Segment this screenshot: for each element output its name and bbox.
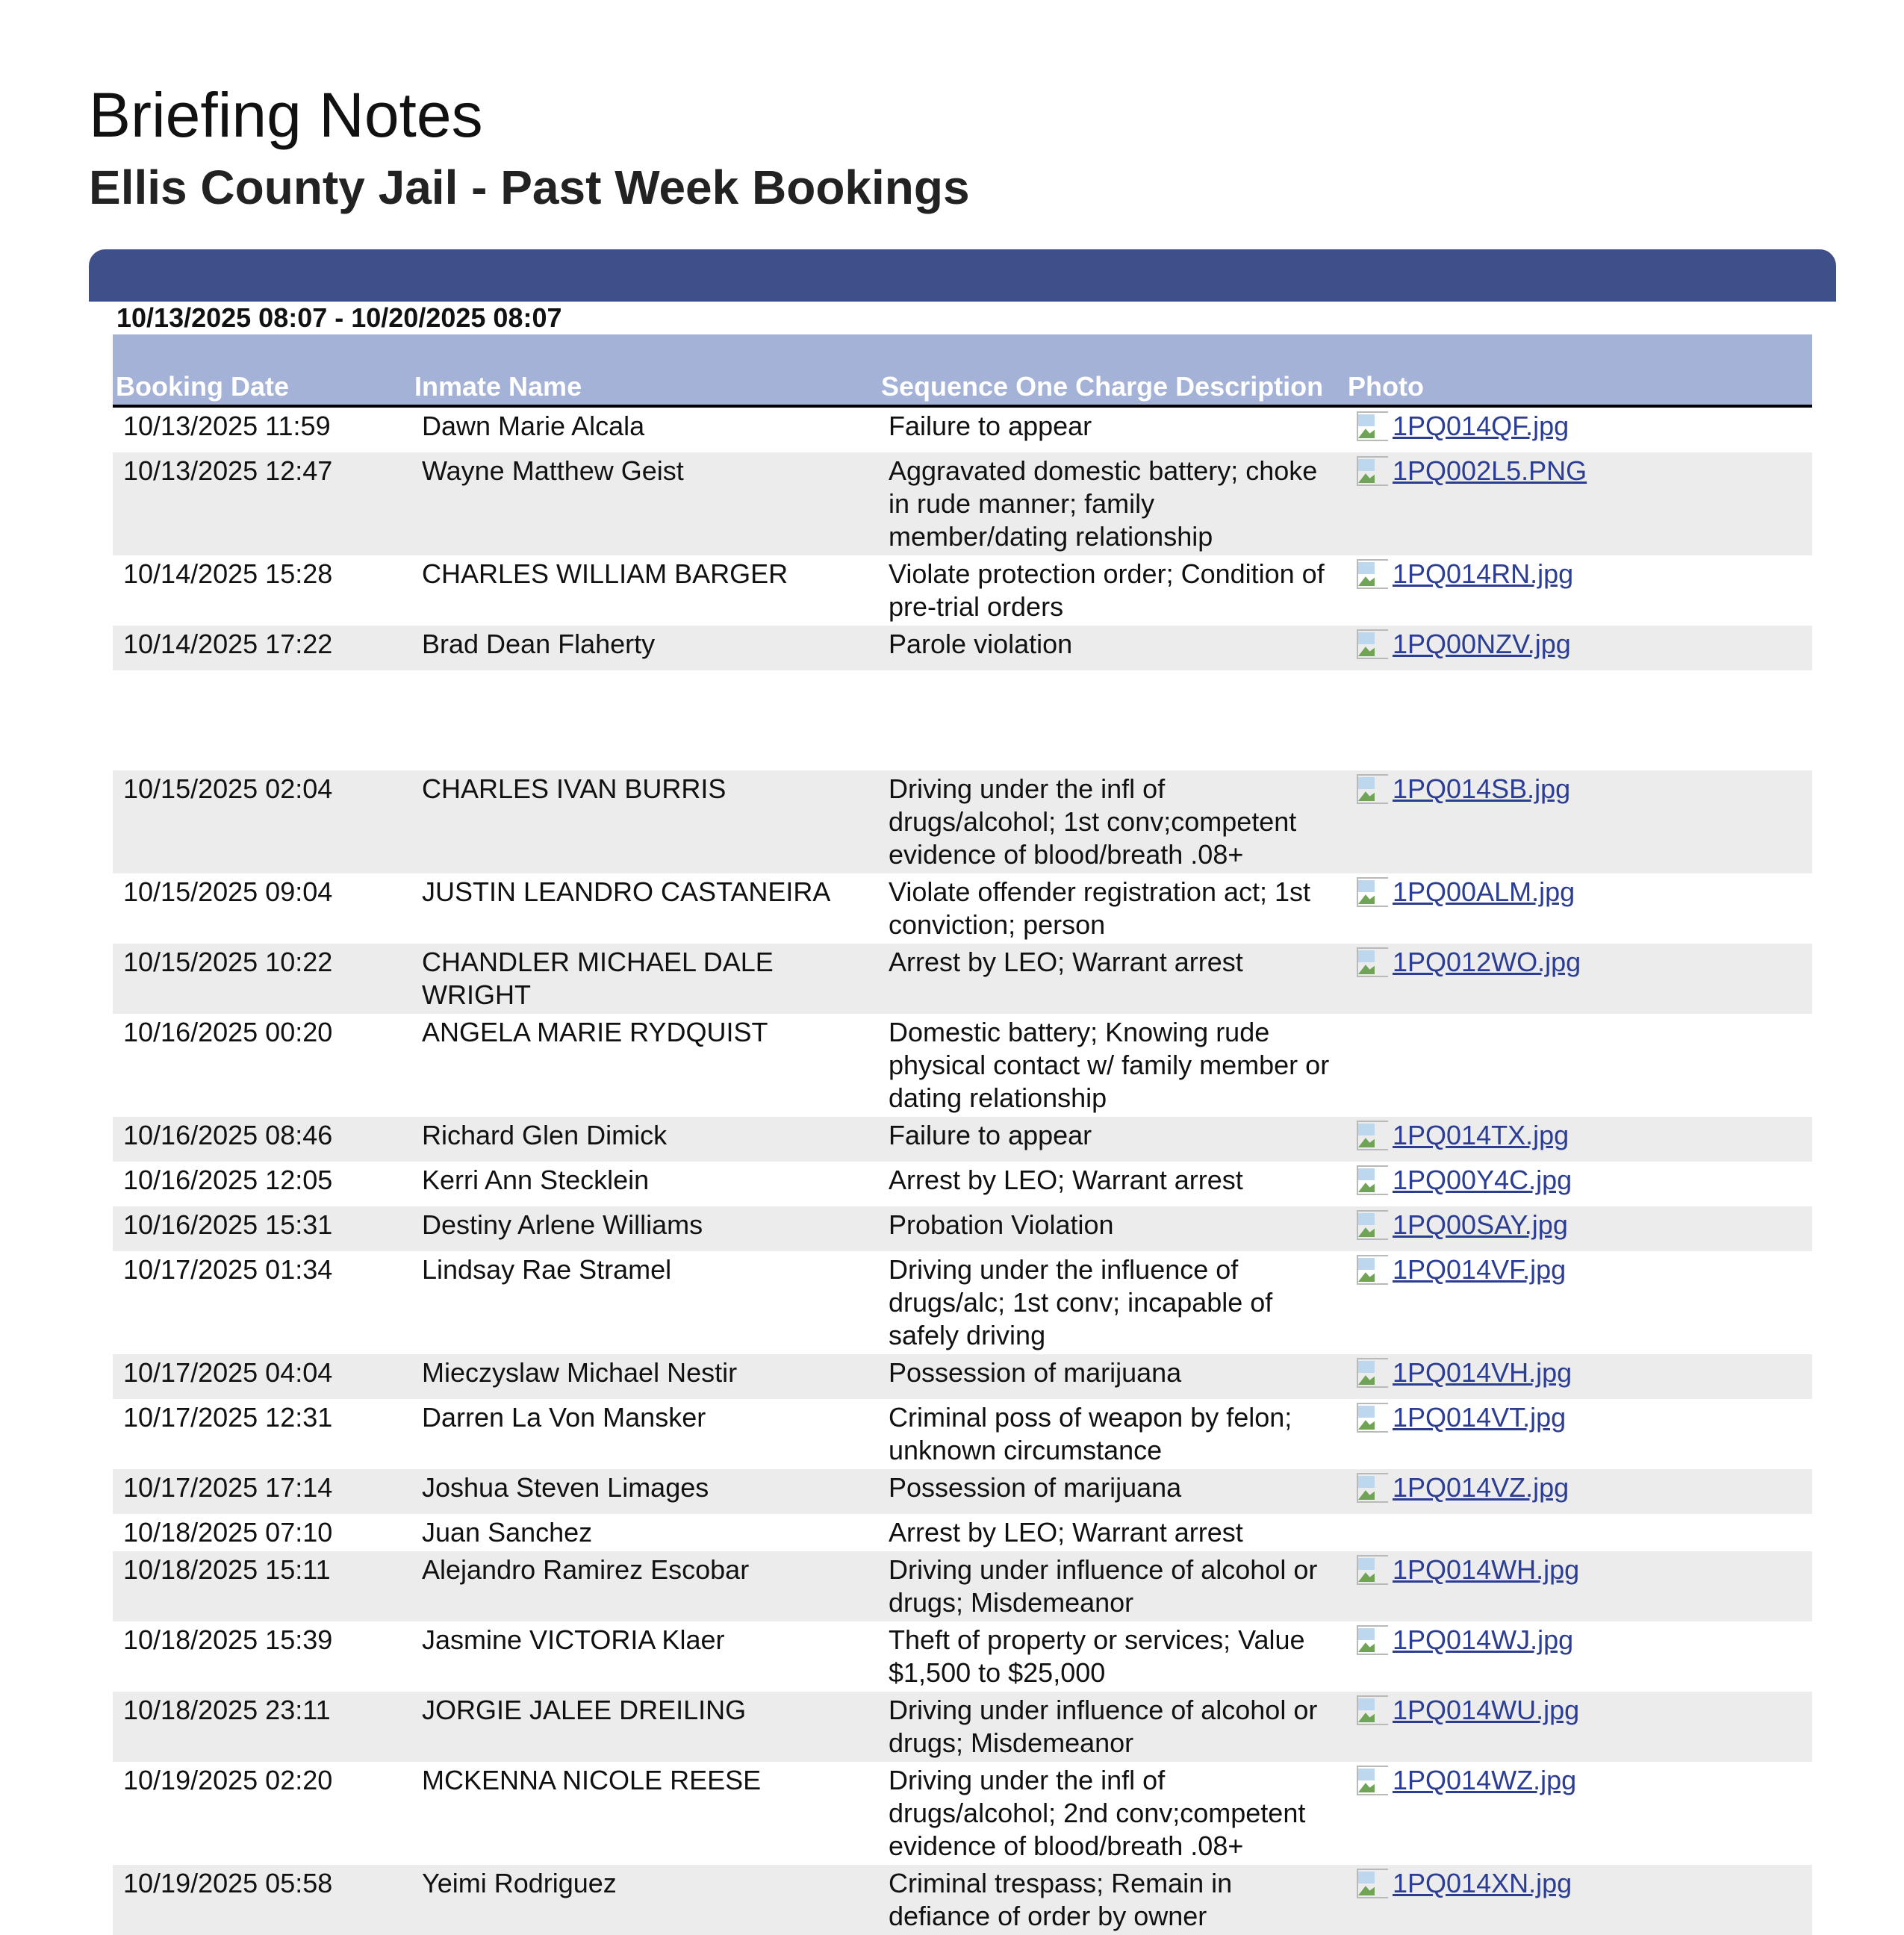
charge-description-cell: Arrest by LEO; Warrant arrest [878,944,1345,1014]
photo-link[interactable] [1355,1253,1566,1286]
table-row [113,1514,1812,1551]
booking-date-cell: 10/17/2025 17:14 [113,1469,411,1514]
booking-date-cell: 10/17/2025 01:34 [113,1251,411,1354]
table-row [113,1162,1812,1206]
charge-description-cell: Possession of marijuana [878,1354,1345,1399]
photo-cell [1345,1551,1812,1621]
booking-date-cell: 10/16/2025 08:46 [113,1117,411,1162]
booking-date-cell: 10/14/2025 17:22 [113,626,411,670]
booking-date-cell: 10/16/2025 00:20 [113,1014,411,1117]
inmate-name-cell: CHARLES WILLIAM BARGER [411,555,878,626]
charge-description-cell: Driving under the infl of drugs/alcohol; 2nd conv;competent evidence of blood/breath .08+ [878,1762,1345,1865]
inmate-name-cell: Jasmine VICTORIA Klaer [411,1621,878,1692]
photo-link[interactable] [1355,946,1581,979]
photo-cell [1345,1014,1812,1117]
table-row [113,1865,1812,1935]
inmate-name-cell: Wayne Matthew Geist [411,452,878,555]
charge-description-cell: Aggravated domestic battery; choke in rude manner; family member/dating relationship [878,452,1345,555]
photo-filename: 1PQ014XN.jpg [1393,1868,1572,1898]
photo-link[interactable] [1355,1401,1566,1434]
photo-cell [1345,406,1812,452]
booking-date-cell: 10/14/2025 15:28 [113,555,411,626]
table-row [113,1206,1812,1251]
charge-description-cell: Failure to appear [878,1117,1345,1162]
inmate-name-cell: Brad Dean Flaherty [411,626,878,670]
photo-cell [1345,873,1812,944]
booking-date-cell: 10/19/2025 02:20 [113,1762,411,1865]
photo-link[interactable] [1355,1554,1579,1586]
table-body [113,406,1812,1935]
table-row [113,406,1812,452]
booking-date-cell: 10/17/2025 12:31 [113,1399,411,1469]
charge-description-cell: Arrest by LEO; Warrant arrest [878,1514,1345,1551]
inmate-name-cell: Destiny Arlene Williams [411,1206,878,1251]
photo-filename: 1PQ00SAY.jpg [1393,1209,1568,1240]
charge-description-cell: Violate offender registration act; 1st conviction; person [878,873,1345,944]
broken-image-icon [1355,1164,1391,1197]
photo-filename: 1PQ014WU.jpg [1393,1695,1580,1725]
photo-link[interactable] [1355,628,1571,661]
inmate-name-cell: MCKENNA NICOLE REESE [411,1762,878,1865]
broken-image-icon [1355,1401,1391,1434]
inmate-name-cell: JORGIE JALEE DREILING [411,1692,878,1762]
photo-filename: 1PQ014VF.jpg [1393,1254,1567,1285]
inmate-name-cell: Richard Glen Dimick [411,1117,878,1162]
photo-link[interactable] [1355,1867,1572,1900]
table-row [113,873,1812,944]
photo-filename: 1PQ00Y4C.jpg [1393,1165,1572,1195]
booking-date-cell: 10/15/2025 09:04 [113,873,411,944]
photo-cell [1345,452,1812,555]
photo-filename: 1PQ014VT.jpg [1393,1402,1567,1433]
broken-image-icon [1355,455,1391,487]
charge-description-cell: Driving under influence of alcohol or drugs; Misdemeanor [878,1551,1345,1621]
table-row [113,452,1812,555]
inmate-name-cell: Joshua Steven Limages [411,1469,878,1514]
inmate-name-cell: JUSTIN LEANDRO CASTANEIRA [411,873,878,944]
table-row [113,1354,1812,1399]
table-row [113,1251,1812,1354]
inmate-name-cell: Dawn Marie Alcala [411,406,878,452]
broken-image-icon [1355,1253,1391,1286]
booking-date-cell: 10/16/2025 12:05 [113,1162,411,1206]
table-row [113,944,1812,1014]
inmate-name-cell: Juan Sanchez [411,1514,878,1551]
charge-description-cell: Parole violation [878,626,1345,670]
booking-date-cell: 10/18/2025 23:11 [113,1692,411,1762]
broken-image-icon [1355,1209,1391,1241]
photo-filename: 1PQ014WH.jpg [1393,1554,1580,1585]
photo-filename: 1PQ014VZ.jpg [1393,1472,1569,1503]
booking-date-cell: 10/18/2025 15:11 [113,1551,411,1621]
charge-description-cell: Driving under the influence of drugs/alc; 1st conv; incapable of safely driving [878,1251,1345,1354]
header-band [89,249,1836,302]
table-header-row [113,334,1812,406]
table-row [113,1692,1812,1762]
charge-description-cell: Possession of marijuana [878,1469,1345,1514]
inmate-name-cell: CHANDLER MICHAEL DALE WRIGHT [411,944,878,1014]
column-header-charge: Sequence One Charge Description [878,334,1345,406]
booking-date-cell: 10/15/2025 02:04 [113,770,411,873]
photo-filename: 1PQ014TX.jpg [1393,1120,1569,1150]
table-row [113,770,1812,873]
charge-description-cell: Domestic battery; Knowing rude physical contact w/ family member or dating relationship [878,1014,1345,1117]
photo-link[interactable] [1355,455,1587,487]
photo-cell [1345,1469,1812,1514]
broken-image-icon [1355,1356,1391,1389]
photo-cell [1345,1206,1812,1251]
date-range: 10/13/2025 08:07 - 10/20/2025 08:07 [116,302,562,333]
photo-cell [1345,1621,1812,1692]
broken-image-icon [1355,946,1391,979]
photo-cell [1345,1514,1812,1551]
photo-cell [1345,770,1812,873]
broken-image-icon [1355,1554,1391,1586]
charge-description-cell: Driving under influence of alcohol or drugs; Misdemeanor [878,1692,1345,1762]
photo-link[interactable] [1355,1624,1573,1657]
charge-description-cell: Driving under the infl of drugs/alcohol; 1st conv;competent evidence of blood/breath .08+ [878,770,1345,873]
photo-filename: 1PQ014WJ.jpg [1393,1624,1574,1655]
broken-image-icon [1355,1471,1391,1504]
charge-description-cell: Criminal poss of weapon by felon; unknown circumstance [878,1399,1345,1469]
broken-image-icon [1355,1694,1391,1727]
broken-image-icon [1355,410,1391,443]
table-row [113,1117,1812,1162]
photo-link[interactable] [1355,1164,1572,1197]
photo-cell [1345,1692,1812,1762]
inmate-name-cell: Yeimi Rodriguez [411,1865,878,1935]
broken-image-icon [1355,558,1391,591]
inmate-name-cell: Kerri Ann Stecklein [411,1162,878,1206]
photo-cell [1345,1865,1812,1935]
charge-description-cell: Arrest by LEO; Warrant arrest [878,1162,1345,1206]
photo-filename: 1PQ002L5.PNG [1393,455,1587,486]
photo-link[interactable] [1355,876,1575,909]
charge-description-cell: Criminal trespass; Remain in defiance of order by owner [878,1865,1345,1935]
booking-date-cell: 10/18/2025 15:39 [113,1621,411,1692]
table-row [113,1621,1812,1692]
column-header-inmate-name: Inmate Name [411,334,878,406]
broken-image-icon [1355,1119,1391,1152]
inmate-name-cell: Mieczyslaw Michael Nestir [411,1354,878,1399]
bookings-table-wrap [113,334,1812,1935]
broken-image-icon [1355,1764,1391,1797]
photo-cell [1345,670,1812,770]
photo-cell [1345,944,1812,1014]
photo-cell [1345,555,1812,626]
table-header [113,334,1812,406]
charge-description-cell: Theft of property or services; Value $1,500 to $25,000 [878,1621,1345,1692]
charge-description-cell: Failure to appear [878,406,1345,452]
booking-date-cell: 10/16/2025 15:31 [113,1206,411,1251]
photo-cell [1345,1117,1812,1162]
photo-filename: 1PQ00ALM.jpg [1393,876,1575,907]
booking-date-cell: 10/17/2025 04:04 [113,1354,411,1399]
table-row [113,1469,1812,1514]
booking-date-cell [113,670,411,770]
table-row [113,1762,1812,1865]
photo-link[interactable] [1355,1209,1568,1241]
photo-link[interactable] [1355,1694,1579,1727]
page-subtitle: Ellis County Jail - Past Week Bookings [89,161,970,214]
broken-image-icon [1355,628,1391,661]
bookings-table [113,334,1812,1935]
booking-date-cell: 10/13/2025 12:47 [113,452,411,555]
photo-filename: 1PQ012WO.jpg [1393,947,1581,977]
table-row [113,670,1812,770]
booking-date-cell: 10/18/2025 07:10 [113,1514,411,1551]
broken-image-icon [1355,1624,1391,1657]
photo-link[interactable] [1355,558,1573,591]
inmate-name-cell: ANGELA MARIE RYDQUIST [411,1014,878,1117]
booking-date-cell: 10/19/2025 05:58 [113,1865,411,1935]
table-row [113,626,1812,670]
table-row [113,1399,1812,1469]
photo-cell [1345,1251,1812,1354]
table-row [113,1551,1812,1621]
inmate-name-cell: CHARLES IVAN BURRIS [411,770,878,873]
photo-filename: 1PQ014SB.jpg [1393,773,1571,804]
charge-description-cell: Probation Violation [878,1206,1345,1251]
table-row [113,1014,1812,1117]
photo-cell [1345,626,1812,670]
photo-cell [1345,1399,1812,1469]
charge-description-cell [878,670,1345,770]
photo-link[interactable] [1355,410,1569,443]
inmate-name-cell [411,670,878,770]
photo-link[interactable] [1355,1764,1576,1797]
table-row [113,555,1812,626]
booking-date-cell: 10/15/2025 10:22 [113,944,411,1014]
inmate-name-cell: Lindsay Rae Stramel [411,1251,878,1354]
photo-filename: 1PQ014VH.jpg [1393,1357,1572,1388]
charge-description-cell: Violate protection order; Condition of pre-trial orders [878,555,1345,626]
photo-cell [1345,1762,1812,1865]
photo-filename: 1PQ014WZ.jpg [1393,1765,1577,1795]
photo-link[interactable] [1355,1356,1572,1389]
photo-link[interactable] [1355,773,1570,806]
photo-filename: 1PQ014RN.jpg [1393,558,1574,589]
inmate-name-cell: Alejandro Ramirez Escobar [411,1551,878,1621]
broken-image-icon [1355,876,1391,909]
photo-link[interactable] [1355,1119,1569,1152]
inmate-name-cell: Darren La Von Mansker [411,1399,878,1469]
broken-image-icon [1355,773,1391,806]
photo-filename: 1PQ014QF.jpg [1393,411,1569,441]
broken-image-icon [1355,1867,1391,1900]
photo-filename: 1PQ00NZV.jpg [1393,629,1571,659]
photo-link[interactable] [1355,1471,1569,1504]
page-title: Briefing Notes [89,80,483,150]
column-header-photo: Photo [1345,334,1812,406]
photo-cell [1345,1354,1812,1399]
column-header-booking-date: Booking Date [113,334,411,406]
photo-cell [1345,1162,1812,1206]
booking-date-cell: 10/13/2025 11:59 [113,406,411,452]
